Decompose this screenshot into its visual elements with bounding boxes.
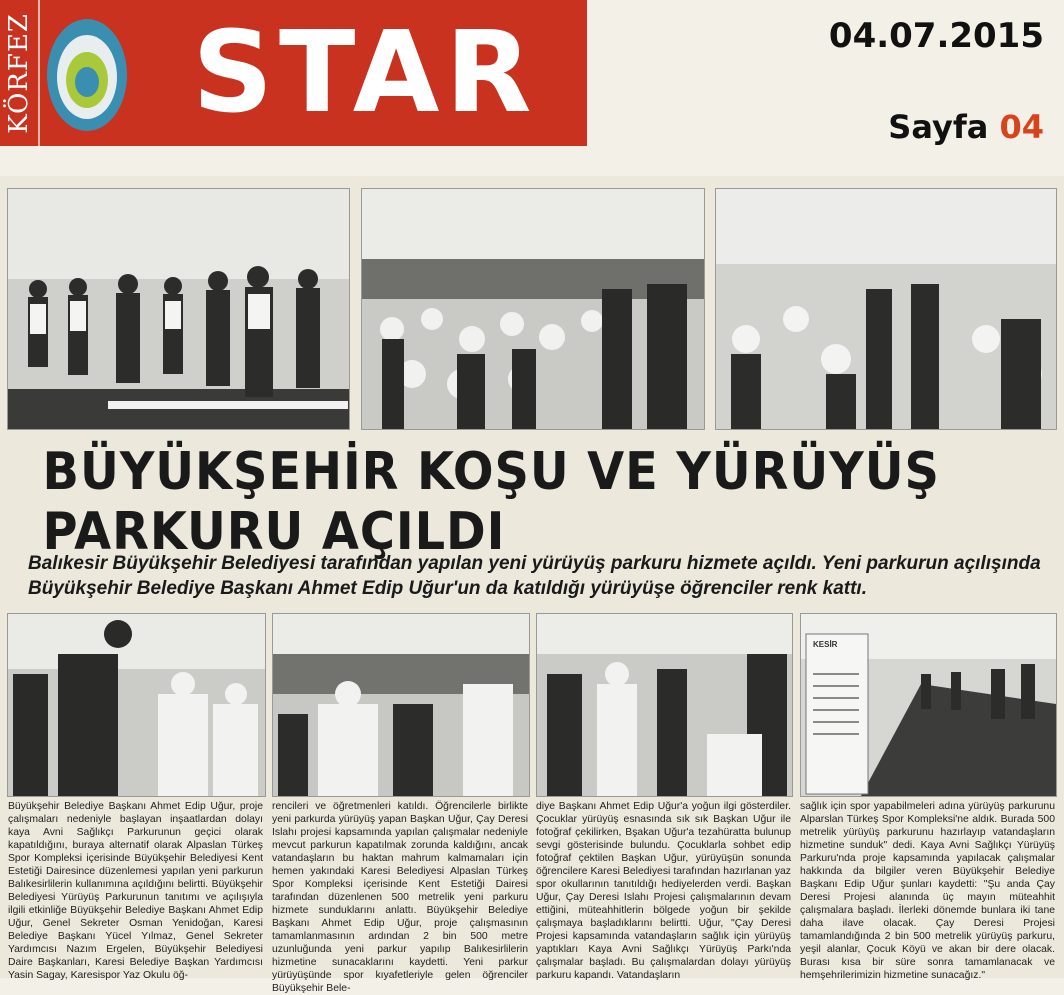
newspaper-logo-icon (44, 12, 130, 134)
page-number: 04 (999, 108, 1044, 146)
body-column-4: sağlık için spor yapabilmeleri adına yürüyüş parkurunu Alparslan Türkeş Spor Kompleksi'ne aldık. Burada 500 metrelik yürüyüş parkurunu hazırlayıp vatandaşların hizmetine sunduk" dedi. Kaya Avni Sağlıkçı Yürüyüş Parkuru'nda proje kapsamında yapılacak çalışmalar hakkında da bilgiler veren Büyükşehir Belediye Başkanı Edip Uğur şunları kaydetti: "Şu anda Çay Deresi Projesi alanında üç mayın müteahhit çalışmalara başladı. İlerleki dönemde bunlara iki tane daha ilave olacak. Çay Deresi Projesi tamamlandığında 2 bin 500 metrelik yürüyüş parkuru, yeşil alanlar, Çocuk Köyü ve akan bir dere olacak. Burası kısa bir süre sonra tamamlanacak ve hemşehrilerimizin hizmetine sunacağız." (800, 801, 1055, 981)
body-column-2: rencileri ve öğretmenleri katıldı. Öğrencilerle birlikte yeni parkurda yürüyüş yapan Başkan Uğur, Çay Deresi Islahı projesi kapsamında yapılan çalışmalar nedeniyle mevcut parkurun kapatılmak zorunda kaldığını, ancak vatandaşların bu haktan mahrum kalmamaları için hemen yakındaki Karesi Belediyesi Alpaslan Türkeş Spor Kompleksi içerisinde Kent Estetiği Dairesi tarafından düzenlenen 500 metrelik yeni parkuru hizmete sunduklarını anlattı. Büyükşehir Belediye Başkanı Ahmet Edip Uğur, proje çalışmasının tamamlanmasının ardından 2 bin 500 metre uzunluğunda yeni parkur yapılıp Balıkesirlilerin hizmetine sunacaklarını kaydetti. Yeni parkur yürüyüşünde spor kıyafetleriyle gelen öğrenciler Büyükşehir Bele- (272, 801, 528, 994)
photo-top-1 (7, 188, 350, 430)
photo-bottom-4 (800, 613, 1057, 797)
body-column-3: diye Başkanı Ahmet Edip Uğur'a yoğun ilgi gösterdiler. Çocuklar yürüyüş esnasında sık sık Başkan Uğur ile fotoğraf çekilirken, Bşakan Uğur'a tezahüratta bulunup sevgi gösterisinde bulundu. Çocuklarla sohbet edip fotoğraf çektilen Başkan Uğur, yürüyüşün sonunda öğrencilere Karesi Belediyesi tarafından hazırlanan yaz spor okullarının tanıtıldığı hediyelerden verdi. Başkan Uğur, Çay Deresi Islahı Projesi çalışmalarının devam ettiğini, müteahhitlerin bölgede yoğun bir şekilde çalışmaya başladıklarını belirtti. Uğur, "Çay Deresi Projesi kapsamında vatandaşların sağlık için yürüyüş yaptıkları Kaya Avni Sağlıkçı Yürüyüş Parkı'nda çalışmalar başladı. Bu çalışmalardan dolayı yürüyüş parkuru kapandı. Vatandaşların (536, 801, 791, 981)
korfez-label: KÖRFEZ (4, 12, 34, 134)
page-label: Sayfa (888, 108, 989, 146)
photo-top-3 (715, 188, 1057, 430)
issue-date: 04.07.2015 (828, 16, 1044, 56)
photo-bottom-2 (272, 613, 530, 797)
photo-bottom-1 (7, 613, 266, 797)
page-indicator (888, 108, 1044, 146)
body-column-1: Büyükşehir Belediye Başkanı Ahmet Edip Uğur, proje çalışmaları nedeniyle başlayan inşaatlardan dolayı kaya Avni Sağlıkçı Parkurunun geçici olarak kapatıldığını, buraya alternatif olarak Alpaslan Türkeş Spor Kompleksi içerisinde Büyükşehir Belediyesi Kent Estetiği Dairesince düzenlemesi yapılan yeni parkurun Balıkesirlilerin kullanımına açıldığını belirtti. Büyükşehir Belediyesi Yürüyüş Parkurunun tanıtımı ve açılışıyla ilgili etkinliğe Büyükşehir Belediye Başkanı Ahmet Edip Uğur, Genel Sekreter Osman Yenidoğan, Karesi Belediye Başkanı Yücel Yılmaz, Genel Sekreter Yardımcısı Nazım Ergelen, Büyükşehir Belediyesi Daire Başkanları, Karesi Belediye Başkan Yardımcısı Yasin Sagay, Karesispor Yaz Okulu öğ- (8, 801, 263, 981)
article-headline: BÜYÜKŞEHİR KOŞU VE YÜRÜYÜŞ PARKURU AÇILDI (42, 442, 940, 562)
newspaper-title: STAR (192, 8, 538, 138)
masthead (0, 0, 587, 146)
article-lead: Balıkesir Büyükşehir Belediyesi tarafından yapılan yeni yürüyüş parkuru hizmete açıldı. Yeni parkurun açılışında Büyükşehir Belediye Başkanı Ahmet Edip Uğur'un da katıldığı yürüyüşe öğrenciler renk kattı. (28, 553, 1041, 599)
korfez-strip (0, 0, 40, 146)
article (0, 176, 1064, 994)
photo-top-2 (361, 188, 705, 430)
photo-bottom-3 (536, 613, 793, 797)
photo-sign-text: KESİR (813, 640, 838, 649)
